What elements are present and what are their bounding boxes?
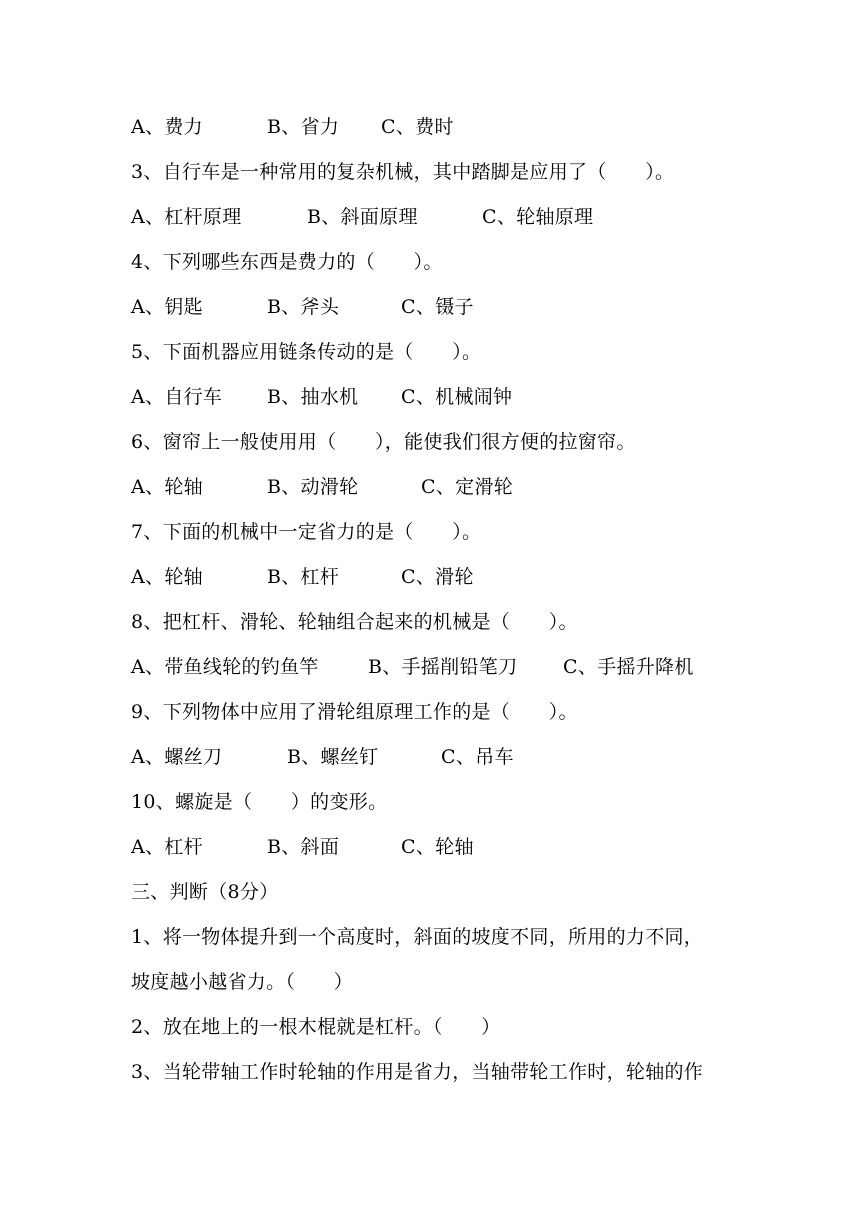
option-c: C、定滑轮 [421, 476, 514, 498]
option-b: B、螺丝钉 [287, 746, 379, 768]
question-text: 3、自行车是一种常用的复杂机械，其中踏脚是应用了（ ）。 [131, 161, 675, 183]
option-b: B、手摇削铅笔刀 [368, 656, 518, 678]
question-text: 6、窗帘上一般使用用（ ），能使我们很方便的拉窗帘。 [131, 431, 636, 453]
option-a: A、轮轴 [131, 566, 203, 588]
option-c: C、镊子 [401, 296, 474, 318]
judgment-question-text: 3、当轮带轴工作时轮轴的作用是省力，当轴带轮工作时，轮轴的作 [131, 1061, 704, 1083]
option-c: C、吊车 [441, 746, 514, 768]
option-c: C、轮轴原理 [482, 206, 594, 228]
option-c: C、轮轴 [401, 836, 474, 858]
judgment-question-text: 1、将一物体提升到一个高度时，斜面的坡度不同，所用的力不同， [131, 926, 704, 948]
option-a: A、螺丝刀 [131, 746, 223, 768]
option-b: B、斧头 [267, 296, 340, 318]
option-b: B、杠杆 [267, 566, 340, 588]
option-b: B、抽水机 [267, 386, 359, 408]
question-text: 8、把杠杆、滑轮、轮轴组合起来的机械是（ ）。 [131, 611, 578, 633]
option-c: C、滑轮 [401, 566, 474, 588]
option-a: A、带鱼线轮的钓鱼竿 [131, 656, 319, 678]
option-a: A、杠杆原理 [131, 206, 242, 228]
question-text: 9、下列物体中应用了滑轮组原理工作的是（ ）。 [131, 701, 578, 723]
question-text: 4、下列哪些东西是费力的（ ）。 [131, 251, 443, 273]
question-text: 10、螺旋是（ ）的变形。 [131, 791, 388, 813]
option-b: B、斜面原理 [307, 206, 418, 228]
section-heading: 三、判断（8分） [131, 881, 279, 903]
judgment-question-text-continued: 坡度越小越省力。（ ） [131, 971, 354, 993]
option-a: A、钥匙 [131, 296, 203, 318]
option-a: A、杠杆 [131, 836, 203, 858]
option-a: A、轮轴 [131, 476, 203, 498]
judgment-question-text: 2、放在地上的一根木棍就是杠杆。（ ） [131, 1016, 501, 1038]
option-b: B、斜面 [267, 836, 340, 858]
option-c: C、手摇升降机 [563, 656, 694, 678]
question-text: 5、下面机器应用链条传动的是（ ）。 [131, 341, 482, 363]
option-c: C、机械闹钟 [401, 386, 513, 408]
option-a: A、费力 [131, 116, 203, 138]
question-text: 7、下面的机械中一定省力的是（ ）。 [131, 521, 482, 543]
option-c: C、费时 [381, 116, 454, 138]
option-b: B、动滑轮 [267, 476, 359, 498]
option-a: A、自行车 [131, 386, 223, 408]
option-b: B、省力 [267, 116, 340, 138]
